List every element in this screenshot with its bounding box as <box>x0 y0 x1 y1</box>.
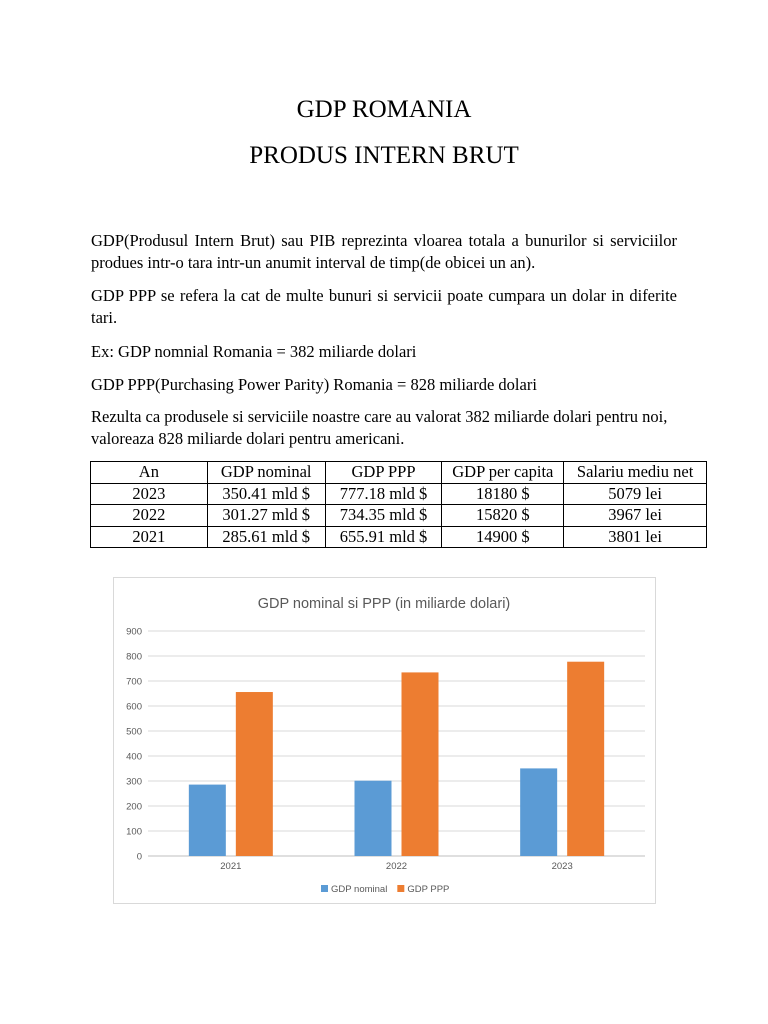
table-cell: 3801 lei <box>564 526 707 548</box>
paragraph-nominal-example: Ex: GDP nomnial Romania = 382 miliarde dolari <box>91 342 417 361</box>
y-tick-label: 800 <box>126 651 142 663</box>
paragraph-gdp-definition: GDP(Produsul Intern Brut) sau PIB reprezinta vloarea totala a bunurilor si serviciilor produes intr-o tara intr-un anumit interval de timp(de obicei un an). <box>91 231 677 272</box>
legend-swatch <box>397 885 404 892</box>
y-tick-label: 500 <box>126 726 142 738</box>
header-cell: GDP nominal <box>207 462 325 484</box>
bar-gdp-ppp-2021 <box>236 692 273 856</box>
table-cell: 14900 $ <box>442 526 564 548</box>
table-cell: 2021 <box>91 526 208 548</box>
table-cell: 734.35 mld $ <box>325 505 442 527</box>
paragraph-ppp-example: GDP PPP(Purchasing Power Parity) Romania = 828 miliarde dolari <box>91 375 537 394</box>
x-tick-label: 2022 <box>385 861 408 872</box>
y-tick-label: 200 <box>126 801 142 813</box>
table-cell: 18180 $ <box>442 483 564 505</box>
header-cell: GDP PPP <box>325 462 442 484</box>
table-cell: 285.61 mld $ <box>207 526 325 548</box>
table-cell: 655.91 mld $ <box>325 526 442 548</box>
table-header-row <box>91 462 707 484</box>
x-tick-label: 2023 <box>551 861 573 872</box>
chart-svg <box>114 578 655 903</box>
y-tick-label: 400 <box>126 751 142 763</box>
table-cell: 777.18 mld $ <box>325 483 442 505</box>
bar-gdp-nominal-2021 <box>189 785 226 856</box>
y-tick-label: 600 <box>126 701 142 713</box>
table-row <box>91 483 707 505</box>
gdp-table <box>90 461 707 548</box>
legend-swatch <box>321 885 328 892</box>
y-tick-label: 300 <box>126 776 142 788</box>
y-tick-label: 700 <box>126 676 142 688</box>
title-line-2: PRODUS INTERN BRUT <box>249 142 519 169</box>
bar-gdp-nominal-2023 <box>520 768 557 856</box>
table-cell: 15820 $ <box>442 505 564 527</box>
header-cell: Salariu mediu net <box>564 462 707 484</box>
header-cell: GDP per capita <box>442 462 564 484</box>
legend-label: GDP nominal <box>331 884 388 895</box>
bar-gdp-ppp-2023 <box>567 662 604 856</box>
table-cell: 2022 <box>91 505 208 527</box>
chart-bars <box>189 662 604 856</box>
title-line-1: GDP ROMANIA <box>296 96 472 123</box>
y-tick-label: 100 <box>126 826 142 838</box>
table-cell: 3967 lei <box>564 505 707 527</box>
table-row <box>91 526 707 548</box>
bar-gdp-nominal-2022 <box>355 781 392 856</box>
y-tick-label: 0 <box>136 851 142 863</box>
table-cell: 301.27 mld $ <box>207 505 325 527</box>
bar-gdp-ppp-2022 <box>402 672 439 856</box>
legend-label: GDP PPP <box>407 884 450 895</box>
header-cell: An <box>91 462 208 484</box>
paragraph-ppp-definition: GDP PPP se refera la cat de multe bunuri si servicii poate cumpara un dolar in diferite tari. <box>91 286 677 327</box>
table-cell: 350.41 mld $ <box>207 483 325 505</box>
chart-y-axis <box>126 627 142 863</box>
chart-legend <box>321 884 449 895</box>
chart-title: GDP nominal si PPP (in miliarde dolari) <box>257 596 511 612</box>
x-tick-label: 2021 <box>220 861 242 872</box>
y-tick-label: 900 <box>126 626 142 638</box>
table-cell: 5079 lei <box>564 483 707 505</box>
chart-x-axis <box>220 861 572 872</box>
gdp-chart <box>113 577 656 904</box>
paragraph-conclusion: Rezulta ca produsele si serviciile noastre care au valorat 382 miliarde dolari pentru noi, valoreaza 828 miliarde dolari pentru americani. <box>91 407 668 448</box>
table-row <box>91 505 707 527</box>
table-cell: 2023 <box>91 483 208 505</box>
